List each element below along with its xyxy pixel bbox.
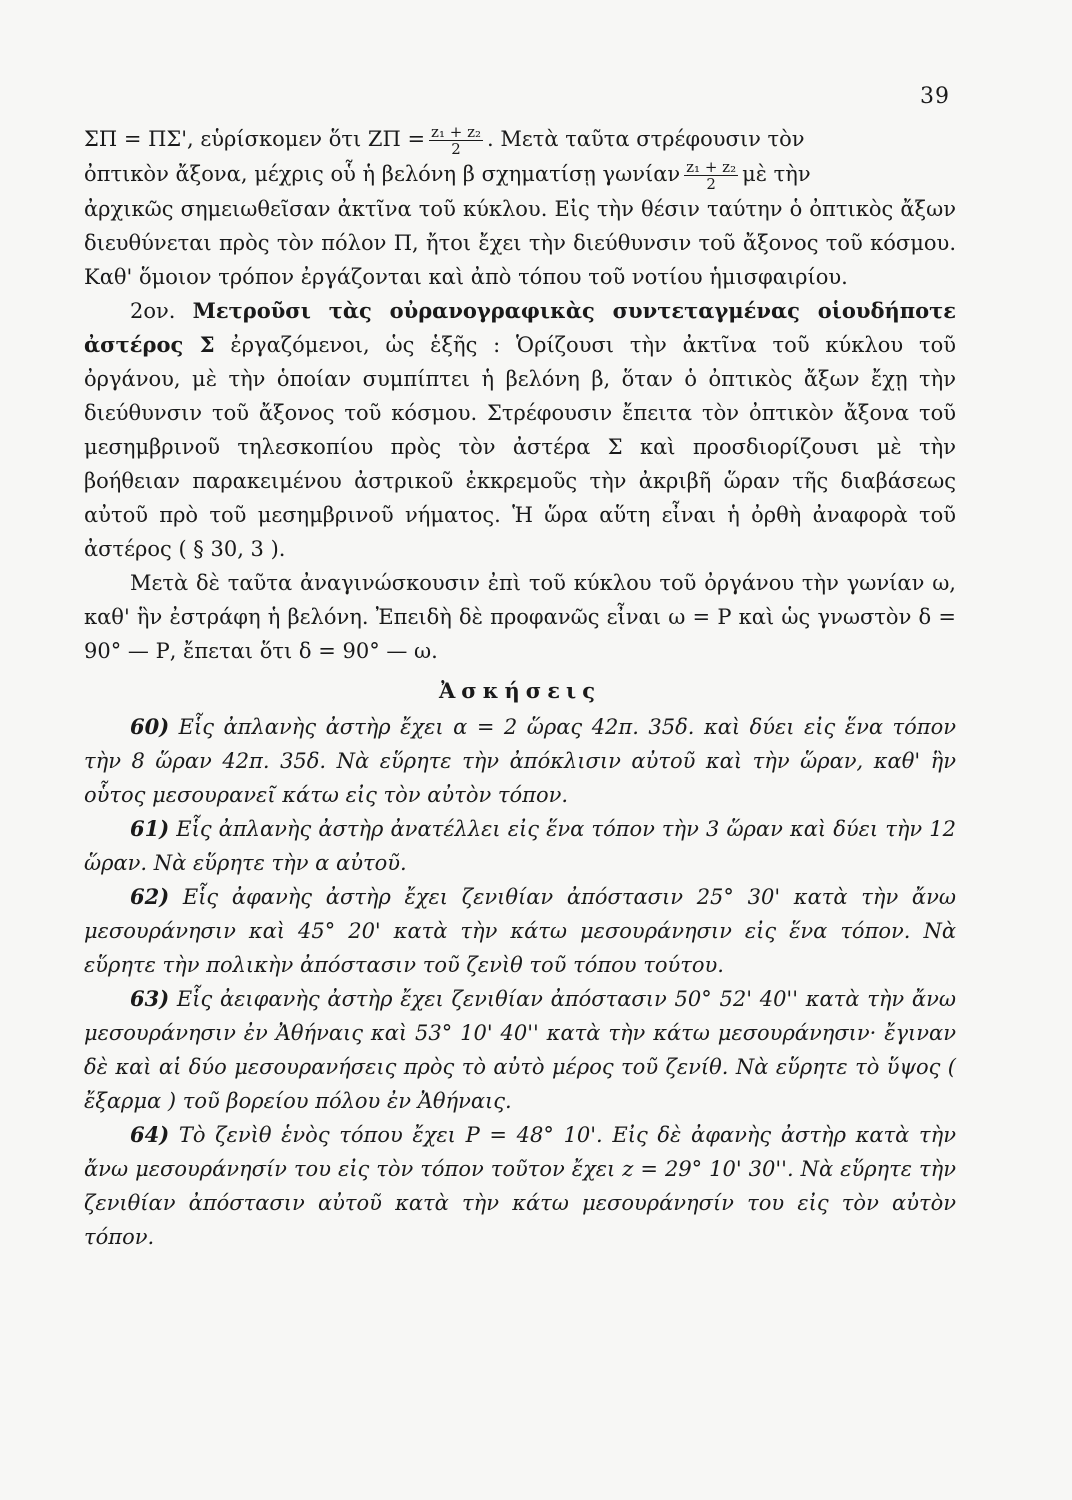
fraction-zp [429,124,483,157]
exercise-60 [84,710,956,812]
line-1-start: ΣΠ = ΠΣ', εὑρίσκομεν ὅτι ΖΠ = [84,127,426,151]
exercise-number: 62) [130,884,170,909]
exercise-number: 64) [130,1122,170,1147]
exercise-64 [84,1118,956,1254]
exercise-63 [84,982,956,1118]
method-heading: Μετροῦσι τὰς οὐρανογραφικὰς συντεταγμένας οἱουδήποτε ἀστέρος Σ [84,298,956,357]
exercise-number: 60) [130,714,170,739]
line-2-end: μὲ τὴν [742,162,811,186]
exercises-title: Ἀσκήσεις [439,678,601,703]
fraction-denominator: 2 [451,140,461,158]
paragraph-continuation [84,122,956,294]
fraction-numerator: z₁ + z₂ [431,123,481,141]
text-block [84,122,956,1254]
line-1 [84,122,956,157]
paragraph-1-rest: ἀρχικῶς σημειωθεῖσαν ἀκτῖνα τοῦ κύκλου. Εἰς τὴν θέσιν ταύτην ὁ ὀπτικὸς ἄξων διευθύνεται πρὸς τὸν πόλον Π, ἤτοι ἔχει τὴν διεύθυνσιν τοῦ ἄξονος τοῦ κόσμου. Καθ' ὅμοιον τρόπον ἐργάζονται καὶ ἀπὸ τόπου τοῦ νοτίου ἡμισφαιρίου. [84,197,956,289]
exercise-text: Εἷς ἀπλανὴς ἀστὴρ ἔχει α = 2 ὥρας 42π. 35δ. καὶ δύει εἰς ἕνα τόπον τὴν 8 ὥραν 42π. 35δ. Νὰ εὕρητε τὴν ἀπόκλισιν αὐτοῦ καὶ τὴν ὥραν, καθ' ἣν οὗτος μεσουρανεῖ κάτω εἰς τὸν αὐτὸν τόπον. [84,715,956,807]
method-text: ἐργαζόμενοι, ὡς ἑξῆς : Ὁρίζουσι τὴν ἀκτῖνα τοῦ κύκλου τοῦ ὀργάνου, μὲ τὴν ὁποίαν συμπίπτει ἡ βελόνη β, ὅταν ὁ ὀπτικὸς ἄξων ἔχῃ τὴν διεύθυνσιν τοῦ ἄξονος τοῦ κόσμου. Στρέφουσιν ἔπειτα τὸν ὀπτικὸν ἄξονα τοῦ μεσημβρινοῦ τηλεσκοπίου πρὸς τὸν ἀστέρα Σ καὶ προσδιορίζουσι μὲ τὴν βοήθειαν παρακειμένου ἀστρικοῦ ἐκκρεμοῦς τὴν ἀκριβῆ ὥραν τῆς διαβάσεως αὐτοῦ πρὸ τοῦ μεσημβρινοῦ νήματος. Ἡ ὥρα αὕτη εἶναι ἡ ὀρθὴ ἀναφορὰ τοῦ ἀστέρος ( § 30, 3 ). [84,333,956,561]
exercise-61 [84,812,956,880]
exercise-62 [84,880,956,982]
line-1-end: . Μετὰ ταῦτα στρέφουσιν τὸν [486,127,805,151]
paragraph-angle: Μετὰ δὲ ταῦτα ἀναγινώσκουσιν ἐπὶ τοῦ κύκλου τοῦ ὀργάνου τὴν γωνίαν ω, καθ' ἣν ἐστράφη ἡ βελόνη. Ἐπειδὴ δὲ προφανῶς εἶναι ω = Ρ καὶ ὡς γνωστὸν δ = 90° — Ρ, ἔπεται ὅτι δ = 90° — ω. [84,571,956,663]
line-2-start: ὀπτικὸν ἄξονα, μέχρις οὗ ἡ βελόνη β σχηματίσῃ γωνίαν [84,162,681,186]
paragraph-method-2 [84,294,956,566]
fraction-numerator: z₁ + z₂ [686,158,737,176]
exercise-number: 63) [130,986,170,1011]
method-number: 2ον. [130,299,193,323]
exercise-text: Τὸ ζενὶθ ἑνὸς τόπου ἔχει Ρ = 48° 10'. Εἰς δὲ ἀφανὴς ἀστὴρ κατὰ τὴν ἄνω μεσουράνησίν του εἰς τὸν τόπον τοῦτον ἔχει z = 29° 10' 30''. Νὰ εὕρητε τὴν ζενιθίαν ἀπόστασιν αὐτοῦ κατὰ τὴν κάτω μεσουράνησίν του εἰς τὸν αὐτὸν τόπον. [84,1123,956,1249]
page-number: 39 [920,84,950,109]
exercise-text: Εἷς ἀπλανὴς ἀστὴρ ἀνατέλλει εἰς ἕνα τόπον τὴν 3 ὥραν καὶ δύει τὴν 12 ὥραν. Νὰ εὕρητε τὴν α αὐτοῦ. [84,817,956,875]
fraction-angle [684,159,738,192]
line-2 [84,157,956,192]
exercise-text: Εἷς ἀφανὴς ἀστὴρ ἔχει ζενιθίαν ἀπόστασιν 25° 30' κατὰ τὴν ἄνω μεσουράνησιν καὶ 45° 20' κατὰ τὴν κάτω μεσουράνησιν εἰς ἕνα τόπον. Νὰ εὕρητε τὴν πολικὴν ἀπόστασιν τοῦ ζενὶθ τοῦ τόπου τούτου. [84,885,956,977]
exercise-text: Εἷς ἀειφανὴς ἀστὴρ ἔχει ζενιθίαν ἀπόστασιν 50° 52' 40'' κατὰ τὴν ἄνω μεσουράνησιν ἐν Ἀθήναις καὶ 53° 10' 40'' κατὰ τὴν κάτω μεσουράνησιν· ἔγιναν δὲ καὶ αἱ δύο μεσουρανήσεις πρὸς τὸ αὐτὸ μέρος τοῦ ζενίθ. Νὰ εὕρητε τὸ ὕψος ( ἔξαρμα ) τοῦ βορείου πόλου ἐν Ἀθήναις. [84,987,956,1113]
exercise-number: 61) [130,816,170,841]
fraction-denominator: 2 [706,175,716,193]
